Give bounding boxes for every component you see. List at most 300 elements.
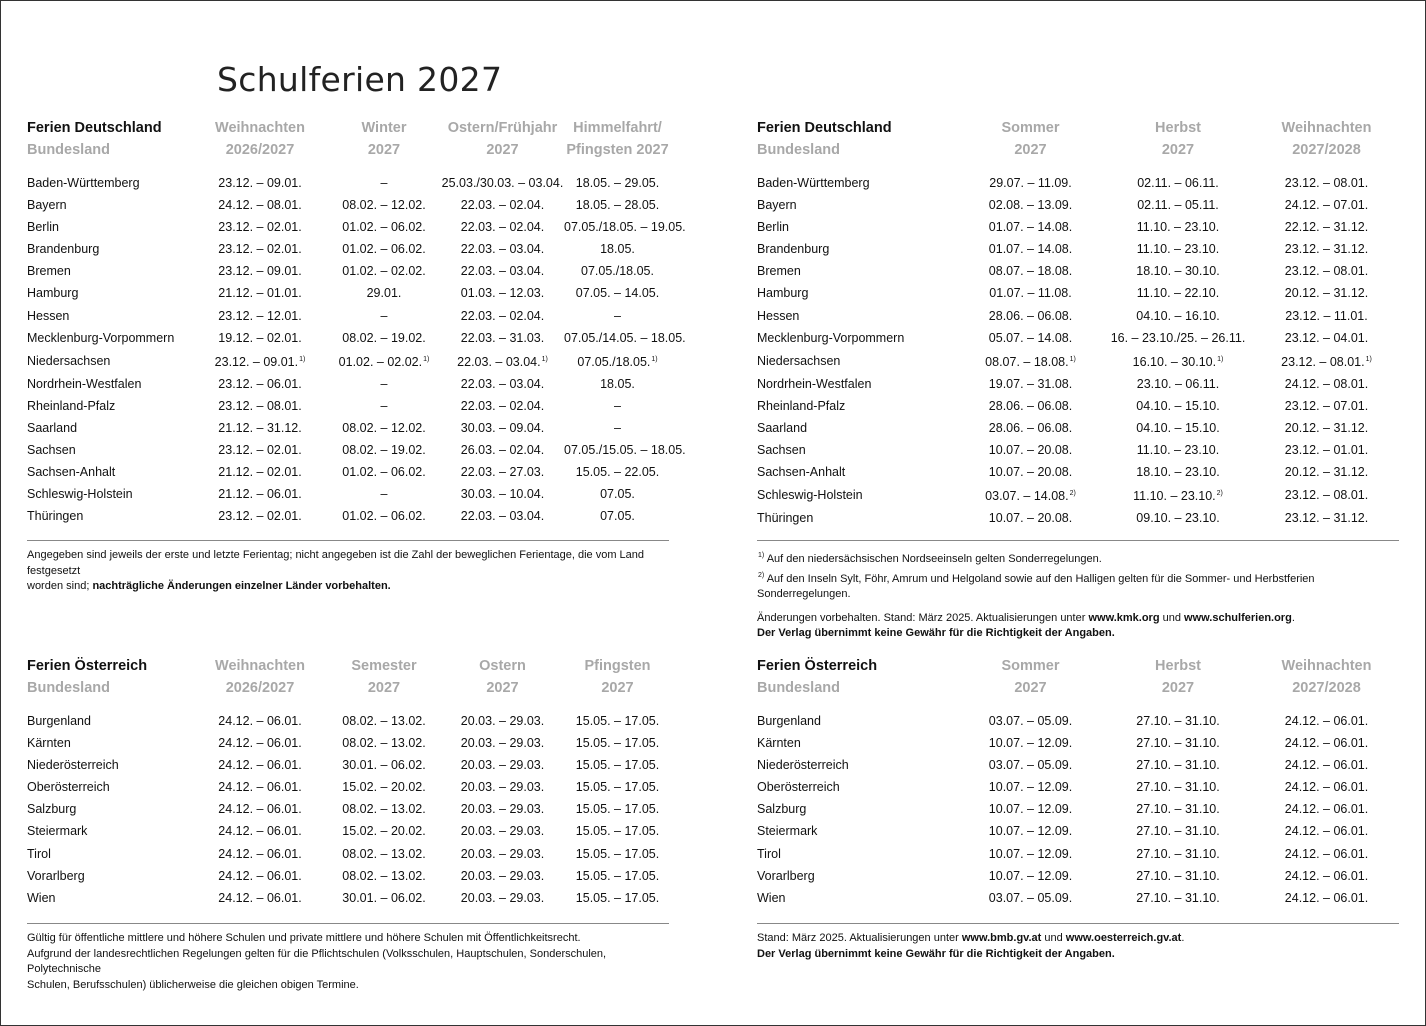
holiday-dates: 11.10. – 23.10.	[1136, 443, 1220, 458]
state-name: Sachsen	[757, 443, 806, 458]
holiday-dates: 03.07. – 05.09.	[988, 758, 1073, 773]
status-line: Stand: März 2025. Aktualisierungen unter www.bmb.gv.at und www.oesterreich.gv.at.	[757, 932, 1185, 944]
holiday-dates: 20.12. – 31.12.	[1284, 465, 1369, 480]
holiday-dates: 18.05. – 29.05.	[575, 176, 660, 190]
holiday-dates: –	[380, 398, 388, 413]
column-header: Ostern 2027	[479, 658, 526, 696]
table-row	[757, 798, 1401, 820]
holiday-dates: 24.12. – 06.01.	[218, 890, 302, 905]
holiday-dates: 01.02. – 06.02.	[342, 465, 426, 480]
footnote-mark: 2)	[1069, 490, 1076, 498]
holiday-dates: 15.05. – 17.05.	[575, 890, 660, 905]
page-title: Schulferien 2027	[217, 60, 503, 100]
holiday-dates: 15.02. – 20.02.	[342, 780, 426, 795]
holiday-dates: 22.12. – 31.12.	[1284, 220, 1369, 235]
table-row	[27, 238, 671, 260]
column-header: Sommer 2027	[1001, 658, 1060, 696]
table-title: Ferien Österreich Bundesland	[27, 658, 148, 696]
table-row	[757, 172, 1401, 194]
holiday-dates: 29.07. – 11.09.	[989, 176, 1072, 190]
state-name: Sachsen-Anhalt	[757, 465, 846, 480]
table-row	[27, 172, 671, 194]
column-header: Weihnachten 2027/2028	[1281, 120, 1372, 158]
state-name: Vorarlberg	[757, 868, 815, 883]
holiday-dates: 24.12. – 08.01.	[1284, 376, 1369, 391]
holiday-dates: 10.07. – 12.09.	[988, 824, 1073, 839]
table-row	[27, 732, 671, 754]
table-row	[27, 754, 671, 776]
holiday-dates: 23.12. – 31.12.	[1284, 511, 1369, 526]
table-row	[27, 710, 671, 732]
holiday-dates: 22.03. – 03.04.$^{1)}$	[457, 354, 548, 369]
holiday-dates: 10.07. – 12.09.	[988, 868, 1073, 883]
footnote-mark: 1)	[651, 355, 658, 363]
note-line: worden sind; nachträgliche Änderungen einzelner Länder vorbehalten.	[27, 580, 391, 592]
holiday-dates: 15.05. – 17.05.	[575, 846, 660, 861]
holiday-dates: 18.10. – 23.10.	[1136, 465, 1220, 480]
table-title: Ferien Deutschland Bundesland	[757, 120, 892, 158]
holiday-dates: 03.07. – 14.08.$^{2)}$	[985, 489, 1076, 504]
holiday-dates: 24.12. – 06.01.	[1284, 758, 1369, 773]
holiday-dates: 24.12. – 06.01.	[1284, 780, 1369, 795]
holiday-dates: 21.12. – 01.01.	[218, 286, 302, 301]
link-schulferien[interactable]: www.schulferien.org	[1184, 611, 1292, 624]
holiday-dates: 04.10. – 16.10.	[1136, 308, 1220, 323]
footnote-mark: 1)	[423, 355, 430, 363]
footnote-mark: 2)	[1216, 490, 1223, 498]
footnote-mark: 1)	[541, 355, 548, 363]
column-header: Weihnachten 2027/2028	[1281, 658, 1372, 696]
state-name: Kärnten	[757, 736, 801, 751]
holiday-dates: 24.12. – 06.01.	[1284, 736, 1369, 751]
holiday-dates: 20.03. – 29.03.	[460, 780, 545, 795]
column-header: Weihnachten 2026/2027	[215, 658, 305, 696]
holiday-dates: 20.03. – 29.03.	[460, 736, 545, 751]
holiday-dates: –	[380, 176, 388, 190]
state-name: Hamburg	[27, 286, 79, 301]
holiday-dates: 02.11. – 05.11.	[1137, 198, 1219, 213]
state-name: Tirol	[27, 846, 51, 861]
holiday-dates: 03.07. – 05.09.	[988, 890, 1073, 905]
state-name: Bayern	[757, 198, 797, 213]
table-row	[27, 820, 671, 842]
holiday-dates: 23.12. – 12.01.	[218, 308, 302, 323]
holiday-dates: 24.12. – 08.01.	[218, 198, 302, 213]
holiday-dates: 24.12. – 06.01.	[1284, 868, 1369, 883]
table-row	[27, 483, 671, 505]
holiday-dates: 24.12. – 06.01.	[218, 714, 302, 728]
note-line: Aufgrund der landesrechtlichen Regelungen gelten für die Pflichtschulen (Volksschulen, Hauptschulen, Sonderschulen, Polytechnische	[27, 947, 607, 975]
note-line: Gültig für öffentliche mittlere und höhere Schulen und private mittlere und höhere Schulen mit Öffentlichkeitsrecht.	[27, 932, 581, 944]
table-austria-winter-spring	[27, 655, 671, 909]
holiday-dates: 22.03. – 02.04.	[460, 308, 545, 323]
holiday-dates: 22.03. – 31.03.	[460, 330, 545, 345]
table-header-row	[757, 117, 1401, 161]
holiday-dates: 24.12. – 07.01.	[1284, 198, 1369, 213]
table-row	[27, 843, 671, 865]
table-row	[757, 417, 1401, 439]
holiday-dates: 25.03./30.03. – 03.04.	[441, 176, 564, 190]
table-row	[27, 776, 671, 798]
link-kmk[interactable]: www.kmk.org	[1088, 611, 1160, 624]
table-row	[27, 505, 671, 527]
footnote-1: $^{1)}$ Auf den niedersächsischen Nordseeinseln gelten Sonderregelungen.	[758, 552, 1102, 565]
state-name: Niedersachsen	[27, 353, 111, 368]
state-name: Thüringen	[757, 511, 814, 526]
state-name: Oberösterreich	[27, 780, 110, 795]
holiday-dates: 20.03. – 29.03.	[460, 714, 545, 728]
holiday-dates: 24.12. – 06.01.	[218, 758, 302, 773]
holiday-dates: 11.10. – 22.10.	[1136, 286, 1220, 301]
column-header: Herbst 2027	[1155, 658, 1201, 696]
holiday-dates: 20.03. – 29.03.	[460, 824, 545, 839]
state-name: Wien	[27, 890, 56, 905]
holiday-dates: 10.07. – 20.08.	[988, 443, 1073, 458]
holiday-dates: 27.10. – 31.10.	[1136, 758, 1220, 773]
table-germany-summer-autumn	[757, 117, 1401, 530]
table-austria-summer-autumn	[757, 655, 1401, 909]
holiday-dates: 23.12. – 04.01.	[1284, 330, 1369, 345]
holiday-dates: 24.12. – 06.01.	[1284, 890, 1369, 905]
holiday-dates: 11.10. – 23.10.	[1136, 220, 1220, 235]
holiday-dates: 24.12. – 06.01.	[218, 802, 302, 817]
table-row	[27, 865, 671, 887]
holiday-dates: 27.10. – 31.10.	[1136, 802, 1220, 817]
table-row	[757, 507, 1401, 529]
holiday-dates: 27.10. – 31.10.	[1136, 824, 1220, 839]
holiday-dates: 05.07. – 14.08.	[988, 330, 1073, 345]
holiday-dates: 23.12. – 07.01.	[1284, 398, 1369, 413]
state-name: Sachsen-Anhalt	[27, 465, 116, 480]
holiday-dates: 23.12. – 09.01.	[218, 264, 302, 279]
holiday-dates: 10.07. – 12.09.	[988, 736, 1073, 751]
holiday-dates: 15.05. – 17.05.	[575, 736, 660, 751]
column-header: Pfingsten 2027	[584, 658, 651, 696]
holiday-dates: 27.10. – 31.10.	[1136, 714, 1220, 728]
holiday-dates: 23.12. – 08.01.	[1284, 176, 1369, 190]
holiday-dates: 16.10. – 30.10.$^{1)}$	[1132, 354, 1224, 369]
holiday-dates: 10.07. – 20.08.	[988, 511, 1073, 526]
link-oesterreich[interactable]: www.oesterreich.gv.at	[1065, 932, 1182, 944]
state-name: Rheinland-Pfalz	[27, 398, 116, 413]
state-name: Berlin	[27, 220, 59, 235]
state-name: Steiermark	[757, 824, 818, 839]
state-name: Bremen	[757, 264, 801, 279]
state-name: Nordrhein-Westfalen	[757, 376, 872, 391]
holiday-dates: 22.03. – 27.03.	[460, 465, 545, 480]
holiday-dates: 07.05./18.05.	[581, 264, 654, 279]
holiday-dates: 04.10. – 15.10.	[1136, 421, 1220, 436]
state-name: Kärnten	[27, 736, 71, 751]
holiday-dates: 20.03. – 29.03.	[460, 846, 545, 861]
holiday-dates: 27.10. – 31.10.	[1136, 868, 1220, 883]
state-name: Burgenland	[757, 714, 821, 728]
table-row	[27, 260, 671, 282]
state-name: Brandenburg	[27, 242, 100, 257]
holiday-dates: 03.07. – 05.09.	[988, 714, 1073, 728]
divider-austria-right	[757, 923, 1399, 924]
holiday-dates: 02.08. – 13.09.	[988, 198, 1073, 213]
holiday-dates: –	[380, 308, 388, 323]
holiday-dates: 18.05.	[600, 242, 635, 257]
table-row	[757, 887, 1401, 909]
holiday-dates: 27.10. – 31.10.	[1136, 890, 1220, 905]
holiday-dates: 30.03. – 10.04.	[460, 487, 545, 502]
holiday-dates: 22.03. – 03.04.	[460, 376, 545, 391]
holiday-dates: 24.12. – 06.01.	[1284, 846, 1369, 861]
state-name: Mecklenburg-Vorpommern	[757, 330, 905, 345]
holiday-dates: 20.03. – 29.03.	[460, 758, 545, 773]
holiday-dates: –	[380, 487, 388, 502]
column-header: Weihnachten 2026/2027	[215, 120, 305, 158]
holiday-dates: 01.02. – 06.02.	[342, 509, 426, 524]
divider-austria-left	[27, 923, 669, 924]
holiday-dates: 08.02. – 19.02.	[342, 330, 426, 345]
holiday-dates: 19.12. – 02.01.	[218, 330, 302, 345]
holiday-dates: 15.05. – 17.05.	[575, 824, 660, 839]
holiday-dates: 18.05.	[600, 376, 635, 391]
holiday-dates: 20.03. – 29.03.	[460, 802, 545, 817]
holiday-dates: 23.12. – 09.01.	[218, 176, 302, 190]
holiday-dates: 20.03. – 29.03.	[460, 890, 545, 905]
link-bmb[interactable]: www.bmb.gv.at	[961, 932, 1042, 944]
holiday-dates: 08.02. – 13.02.	[342, 714, 426, 728]
holiday-dates: 01.02. – 02.02.	[342, 264, 426, 279]
holiday-dates: 01.02. – 06.02.	[342, 242, 426, 257]
holiday-dates: 21.12. – 02.01.	[218, 465, 302, 480]
table-row	[757, 754, 1401, 776]
holiday-dates: 27.10. – 31.10.	[1136, 736, 1220, 751]
table-row	[27, 395, 671, 417]
holiday-dates: 08.02. – 13.02.	[342, 802, 426, 817]
notes-austria-left	[27, 931, 667, 993]
holiday-dates: 28.06. – 06.08.	[988, 421, 1073, 436]
state-name: Mecklenburg-Vorpommern	[27, 330, 175, 345]
holiday-dates: 11.10. – 23.10.$^{2)}$	[1133, 489, 1223, 504]
state-name: Vorarlberg	[27, 868, 85, 883]
state-name: Steiermark	[27, 824, 88, 839]
holiday-dates: 08.02. – 13.02.	[342, 846, 426, 861]
holiday-dates: 08.07. – 18.08.	[988, 264, 1073, 279]
holiday-dates: 23.12. – 08.01.$^{1)}$	[1281, 354, 1372, 369]
table-row	[757, 373, 1401, 395]
state-name: Berlin	[757, 220, 789, 235]
holiday-dates: 01.03. – 12.03.	[460, 286, 545, 301]
table-row	[27, 327, 671, 349]
holiday-dates: –	[614, 398, 621, 413]
table-row	[757, 820, 1401, 842]
holiday-dates: 23.12. – 06.01.	[218, 376, 302, 391]
table-row	[757, 327, 1401, 349]
holiday-dates: 23.10. – 06.11.	[1136, 376, 1220, 391]
holiday-dates: –	[614, 308, 621, 323]
state-name: Hamburg	[757, 286, 809, 301]
state-name: Brandenburg	[757, 242, 830, 257]
holiday-dates: 08.07. – 18.08.$^{1)}$	[985, 354, 1076, 369]
holiday-dates: 07.05.	[600, 509, 635, 524]
holiday-dates: 07.05.	[600, 487, 635, 502]
table-row	[27, 798, 671, 820]
table-row	[757, 305, 1401, 327]
holiday-dates: 09.10. – 23.10.	[1136, 511, 1220, 526]
holiday-dates: 23.12. – 02.01.	[218, 509, 302, 524]
holiday-dates: 24.12. – 06.01.	[218, 780, 302, 795]
holiday-dates: 08.02. – 19.02.	[342, 443, 426, 458]
holiday-dates: 23.12. – 31.12.	[1284, 242, 1369, 257]
state-name: Saarland	[27, 421, 78, 436]
holiday-dates: 29.01.	[366, 286, 402, 301]
holiday-dates: 24.12. – 06.01.	[218, 824, 302, 839]
footnote-mark: 1)	[1069, 355, 1076, 363]
holiday-dates: 10.07. – 12.09.	[988, 802, 1073, 817]
state-name: Schleswig-Holstein	[27, 487, 133, 502]
holiday-dates: 20.12. – 31.12.	[1284, 286, 1369, 301]
holiday-dates: 23.12. – 02.01.	[218, 242, 302, 257]
divider-germany-right	[757, 540, 1399, 541]
holiday-dates: 28.06. – 06.08.	[988, 398, 1073, 413]
state-name: Sachsen	[27, 443, 76, 458]
divider-germany-left	[27, 540, 669, 541]
holiday-dates: 01.07. – 11.08.	[989, 286, 1072, 301]
holiday-dates: 23.12. – 09.01.$^{1)}$	[214, 354, 306, 369]
holiday-dates: 23.12. – 08.01.	[218, 398, 302, 413]
state-name: Niederösterreich	[27, 758, 119, 773]
column-header: Ostern/Frühjahr 2027	[447, 120, 558, 158]
state-name: Rheinland-Pfalz	[757, 398, 846, 413]
table-row	[27, 194, 671, 216]
status-line: Änderungen vorbehalten. Stand: März 2025. Aktualisierungen unter www.kmk.org und www.schulferien.org.	[757, 611, 1295, 624]
holiday-dates: 08.02. – 13.02.	[342, 868, 426, 883]
note-line: Angegeben sind jeweils der erste und letzte Ferientag; nicht angegeben ist die Zahl der beweglichen Ferientage, die vom Land festgesetzt	[27, 549, 645, 577]
table-title: Ferien Deutschland Bundesland	[27, 120, 162, 158]
state-name: Hessen	[757, 308, 800, 323]
footnote-mark: 1)	[299, 355, 306, 363]
holiday-dates: 15.05. – 17.05.	[575, 758, 660, 773]
state-name: Salzburg	[757, 802, 807, 817]
state-name: Wien	[757, 890, 786, 905]
disclaimer: Der Verlag übernimmt keine Gewähr für die Richtigkeit der Angaben.	[757, 627, 1115, 639]
holiday-dates: –	[614, 421, 621, 436]
holiday-dates: 30.01. – 06.02.	[342, 890, 426, 905]
table-row	[27, 461, 671, 483]
holiday-dates: 01.07. – 14.08.	[988, 220, 1073, 235]
holiday-dates: 22.03. – 02.04.	[460, 220, 545, 235]
table-row	[757, 349, 1401, 373]
holiday-dates: 22.03. – 03.04.	[460, 509, 545, 524]
note-line: Schulen, Berufsschulen) üblicherweise die gleichen obigen Termine.	[27, 978, 359, 991]
table-row	[27, 305, 671, 327]
footnote-2: $^{2)}$ Auf den Inseln Sylt, Föhr, Amrum und Helgoland sowie auf den Halligen gelten für die Sommer- und Herbstferien Sonderregelungen.	[757, 571, 1315, 600]
holiday-dates: 01.02. – 02.02.$^{1)}$	[338, 354, 430, 369]
table-row	[757, 776, 1401, 798]
table-row	[757, 238, 1401, 260]
holiday-dates: 24.12. – 06.01.	[218, 736, 302, 751]
state-name: Nordrhein-Westfalen	[27, 376, 142, 391]
holiday-dates: 22.03. – 02.04.	[460, 198, 545, 213]
state-name: Niedersachsen	[757, 353, 841, 368]
state-name: Salzburg	[27, 802, 77, 817]
holiday-dates: 16. – 23.10./25. – 26.11.	[1110, 330, 1246, 345]
column-header: Himmelfahrt/ Pfingsten 2027	[566, 120, 669, 158]
holiday-dates: 10.07. – 12.09.	[988, 846, 1073, 861]
table-row	[757, 395, 1401, 417]
state-name: Hessen	[27, 308, 70, 323]
holiday-dates: 30.03. – 09.04.	[460, 421, 545, 436]
holiday-dates: 15.05. – 17.05.	[575, 868, 660, 883]
holiday-dates: 24.12. – 06.01.	[1284, 802, 1369, 817]
holiday-dates: 27.10. – 31.10.	[1136, 846, 1220, 861]
holiday-dates: 30.01. – 06.02.	[342, 758, 426, 773]
table-row	[27, 373, 671, 395]
holiday-dates: 18.10. – 30.10.	[1136, 264, 1220, 279]
holiday-dates: 22.03. – 03.04.	[460, 264, 545, 279]
holiday-dates: 15.05. – 17.05.	[575, 802, 660, 817]
holiday-dates: 22.03. – 03.04.	[460, 242, 545, 257]
notes-germany-left	[27, 548, 667, 595]
holiday-dates: 07.05./18.05.$^{1)}$	[577, 354, 658, 369]
table-row	[757, 710, 1401, 732]
table-row	[757, 732, 1401, 754]
holiday-dates: 24.12. – 06.01.	[218, 846, 302, 861]
table-row	[757, 260, 1401, 282]
column-header: Winter 2027	[361, 120, 407, 158]
table-row	[757, 282, 1401, 304]
notes-germany-right	[757, 548, 1397, 642]
holiday-dates: 20.03. – 29.03.	[460, 868, 545, 883]
disclaimer: Der Verlag übernimmt keine Gewähr für die Richtigkeit der Angaben.	[757, 947, 1115, 960]
state-name: Bremen	[27, 264, 71, 279]
table-header-row	[757, 655, 1401, 699]
holiday-dates: 27.10. – 31.10.	[1136, 780, 1220, 795]
state-name: Tirol	[757, 846, 781, 861]
holiday-dates: 26.03. – 02.04.	[460, 443, 545, 458]
table-germany-winter-spring	[27, 117, 686, 528]
holiday-dates: 15.05. – 22.05.	[575, 465, 660, 480]
notes-austria-right	[757, 931, 1397, 962]
holiday-dates: 01.02. – 06.02.	[342, 220, 426, 235]
table-row	[27, 282, 671, 304]
holiday-dates: 15.02. – 20.02.	[342, 824, 426, 839]
holiday-dates: 07.05./15.05. – 18.05.	[564, 443, 686, 458]
state-name: Burgenland	[27, 714, 91, 728]
holiday-dates: 23.12. – 01.01.	[1284, 443, 1369, 458]
holiday-dates: 01.07. – 14.08.	[988, 242, 1073, 257]
holiday-dates: 15.05. – 17.05.	[575, 780, 660, 795]
table-header-row	[27, 655, 671, 699]
table-row	[27, 439, 671, 461]
state-name: Niederösterreich	[757, 758, 849, 773]
table-row	[757, 216, 1401, 238]
holiday-dates: 24.12. – 06.01.	[1284, 824, 1369, 839]
holiday-dates: 10.07. – 12.09.	[988, 780, 1073, 795]
footnote-mark: 1)	[1217, 355, 1224, 363]
state-name: Baden-Württemberg	[757, 176, 870, 190]
holiday-dates: 23.12. – 08.01.	[1284, 488, 1369, 503]
holiday-dates: 08.02. – 12.02.	[342, 198, 426, 213]
holiday-dates: 08.02. – 12.02.	[342, 421, 426, 436]
column-header: Semester 2027	[351, 658, 417, 696]
holiday-dates: 23.12. – 08.01.	[1284, 264, 1369, 279]
holiday-dates: 23.12. – 02.01.	[218, 443, 302, 458]
holiday-dates: –	[380, 376, 388, 391]
table-row	[757, 439, 1401, 461]
holiday-dates: 02.11. – 06.11.	[1137, 176, 1219, 190]
state-name: Saarland	[757, 421, 808, 436]
state-name: Thüringen	[27, 509, 84, 524]
holiday-dates: 20.12. – 31.12.	[1284, 421, 1369, 436]
table-row	[757, 843, 1401, 865]
state-name: Oberösterreich	[757, 780, 840, 795]
